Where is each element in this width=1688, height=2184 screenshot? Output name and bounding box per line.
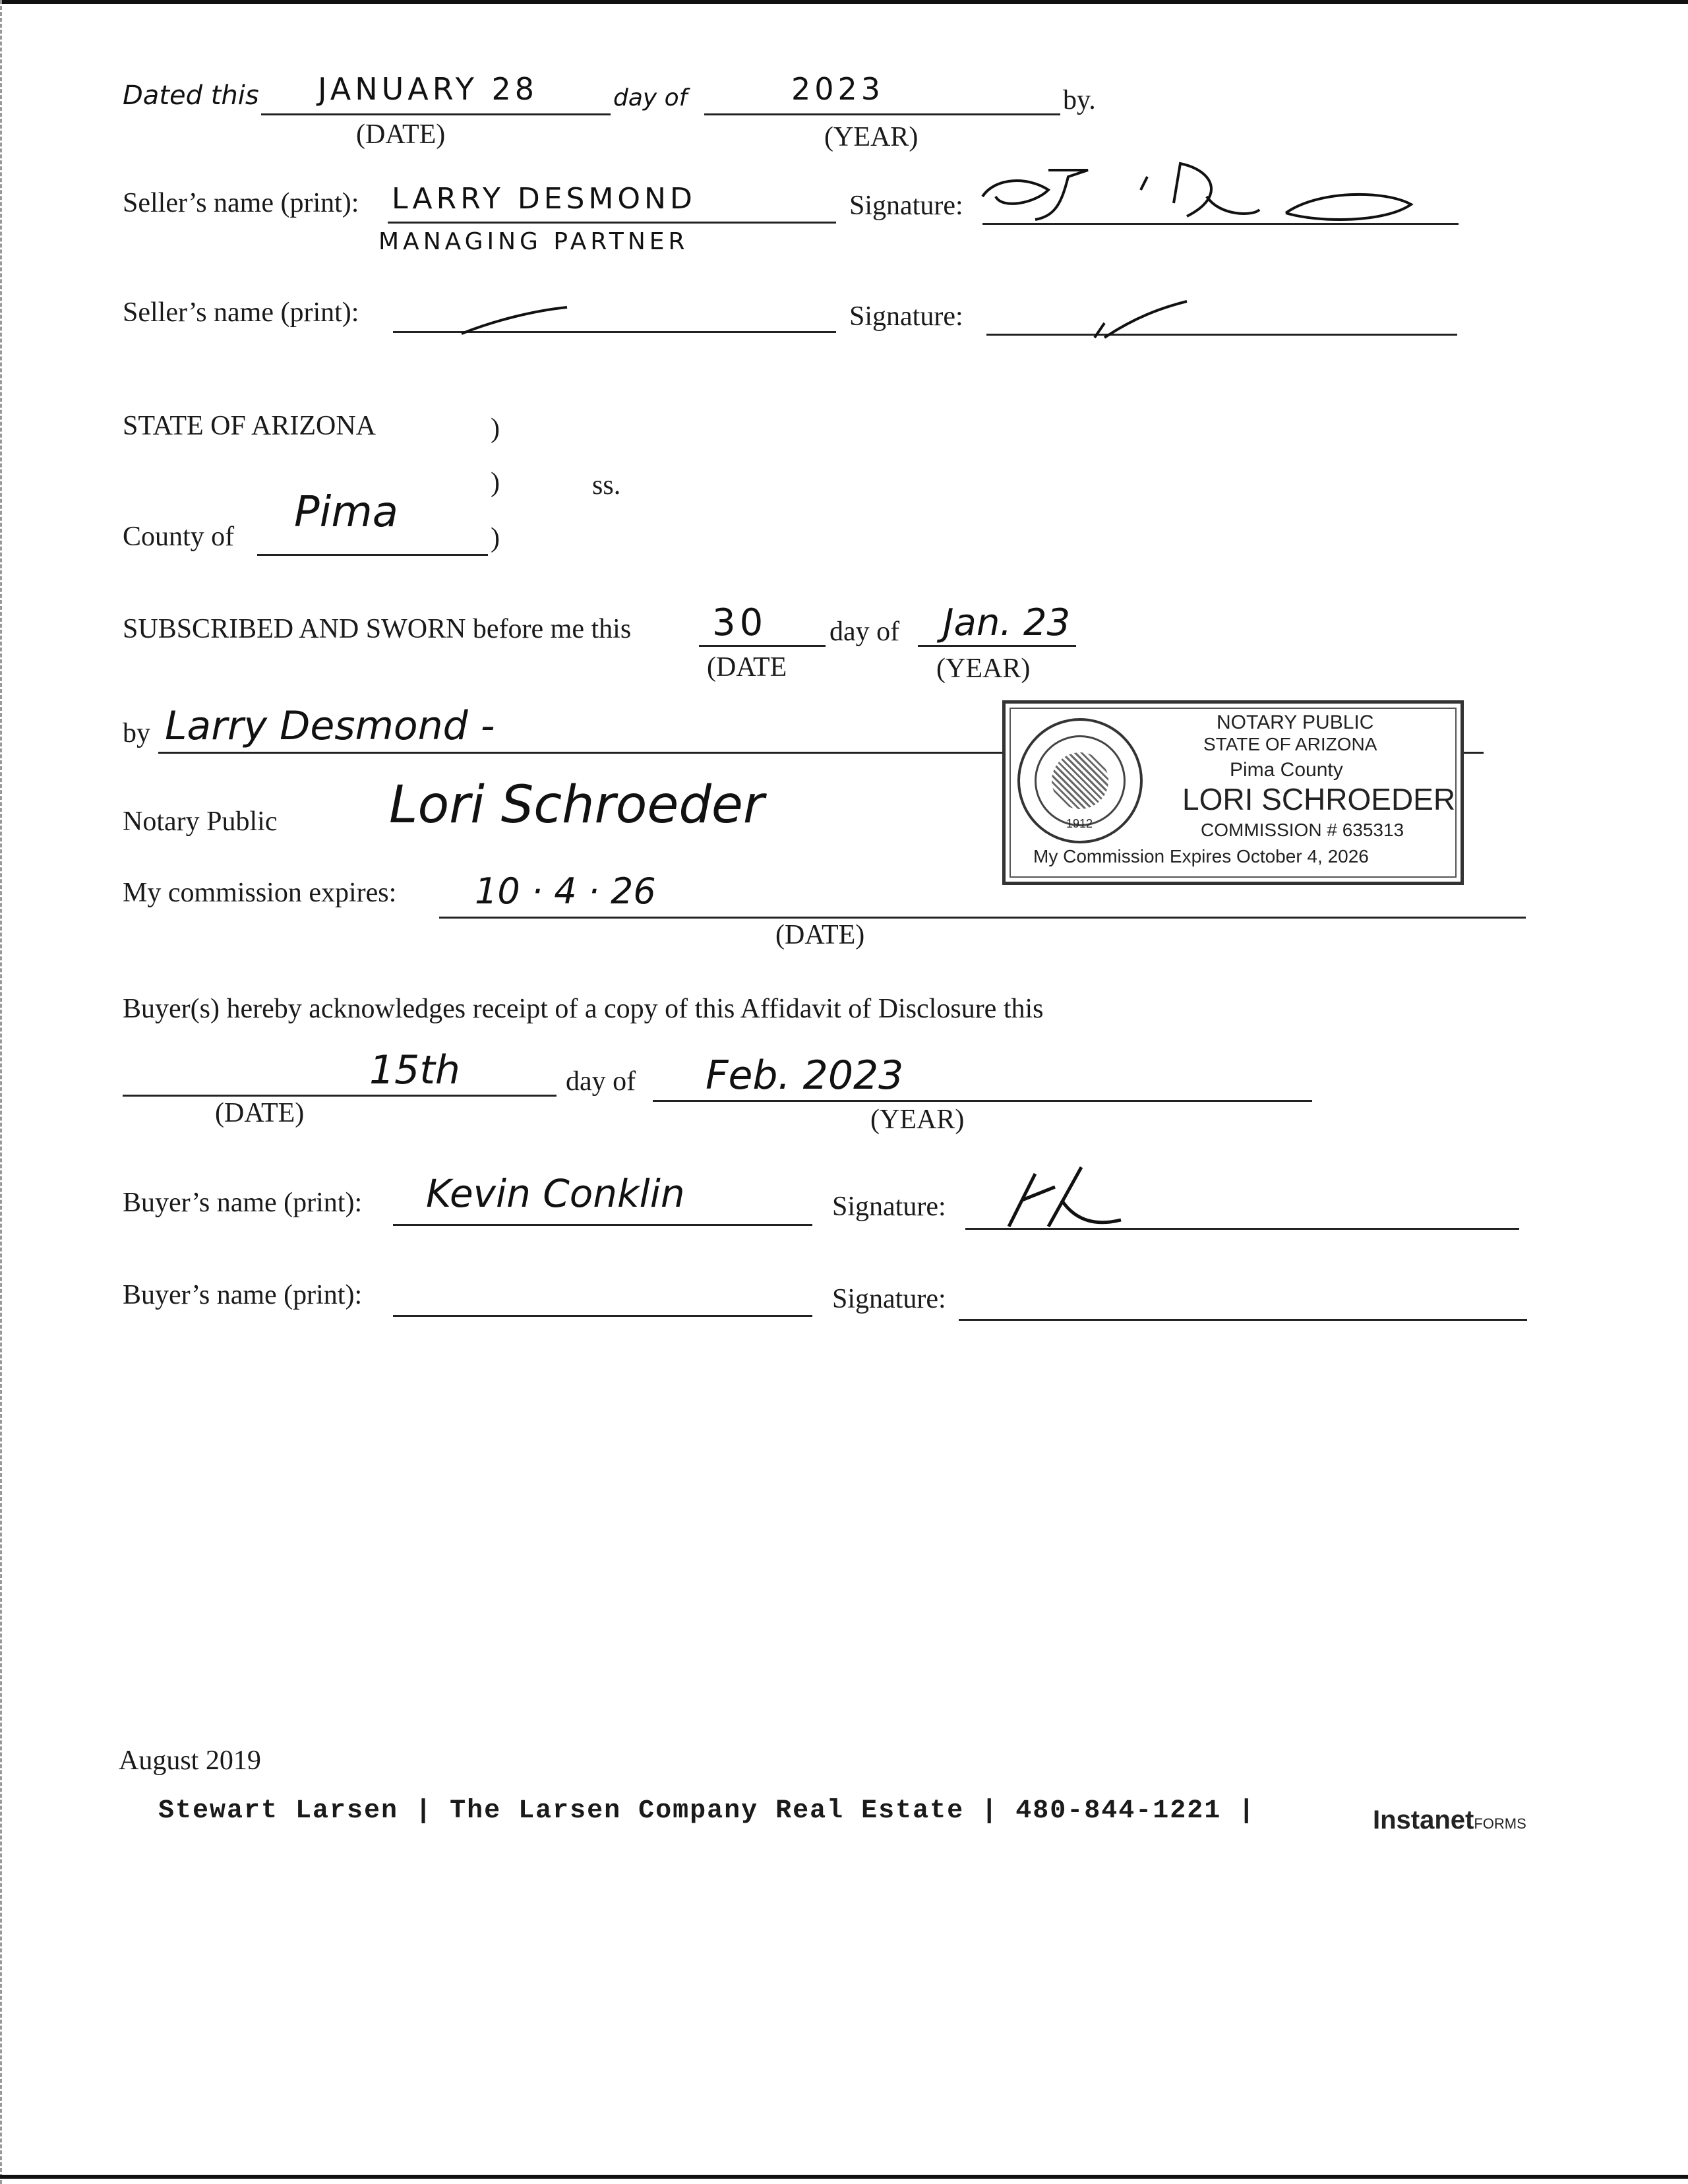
buyer-middle: day of: [566, 1066, 636, 1097]
buyer-year-line: [653, 1100, 1312, 1102]
sworn-date-line: [699, 645, 826, 647]
seller1-name-value: LARRY DESMOND: [392, 182, 696, 216]
sworn-year-value: Jan. 23: [943, 601, 1071, 644]
seller2-signature-label: Signature:: [849, 301, 963, 332]
seller1-title-value: MANAGING PARTNER: [378, 228, 689, 255]
stamp-line4: LORI SCHROEDER: [1182, 782, 1456, 816]
buyer-date-line: [123, 1095, 557, 1097]
sworn-year-caption: (YEAR): [936, 653, 1031, 684]
buyer1-name-value: Kevin Conklin: [426, 1171, 685, 1216]
stamp-line1: NOTARY PUBLIC: [1217, 712, 1374, 733]
dated-suffix: by.: [1063, 85, 1096, 115]
buyer2-signature-line: [959, 1319, 1527, 1321]
expires-caption: (DATE): [775, 920, 865, 950]
county-paren: ): [491, 523, 500, 553]
dated-prefix: Dated this: [123, 80, 259, 111]
dated-date-value: JANUARY 28: [318, 71, 539, 107]
footer-brand: [1373, 1805, 1526, 1835]
sworn-date-value: 30: [712, 601, 768, 644]
expires-label: My commission expires:: [123, 878, 397, 908]
buyer2-name-line: [393, 1315, 812, 1317]
page-top-edge: [0, 0, 1688, 4]
by-label: by: [123, 718, 150, 748]
dated-year-value: 2023: [791, 71, 885, 107]
buyer1-name-line: [393, 1224, 812, 1226]
footer-agent: Stewart Larsen | The Larsen Company Real Estate | 480-844-1221 |: [158, 1796, 1256, 1826]
page-left-edge: [0, 0, 2, 2184]
seller1-signature-label: Signature:: [849, 191, 963, 221]
notary-public-label: Notary Public: [123, 806, 278, 837]
expires-line: [439, 917, 1526, 919]
county-value: Pima: [294, 488, 398, 537]
dated-date-caption: (DATE): [356, 119, 446, 150]
sworn-date-caption: (DATE: [707, 652, 787, 682]
stamp-line6: My Commission Expires October 4, 2026: [1033, 846, 1369, 866]
footer-brand-main: Instanet: [1373, 1805, 1474, 1835]
page-bottom-edge: [0, 2175, 1688, 2179]
expires-value: 10 · 4 · 26: [475, 870, 656, 912]
buyer-ack: Buyer(s) hereby acknowledges receipt of a copy of this Affidavit of Disclosure this: [123, 994, 1044, 1024]
by-value: Larry Desmond -: [165, 703, 495, 749]
buyer2-signature-label: Signature:: [832, 1284, 946, 1314]
seller2-signature-line: [986, 334, 1457, 336]
county-line: [257, 554, 488, 556]
buyer-date-caption: (DATE): [215, 1098, 305, 1128]
stamp-line5: COMMISSION # 635313: [1201, 820, 1404, 840]
seller2-label: Seller’s name (print):: [123, 297, 359, 328]
dated-middle: day of: [613, 84, 688, 111]
buyer-year-caption: (YEAR): [870, 1105, 965, 1135]
buyer1-signature-label: Signature:: [832, 1192, 946, 1222]
seller1-name-line: [388, 222, 836, 224]
seller2-name-strike: [455, 301, 574, 340]
buyer-date-value: 15th: [369, 1047, 460, 1093]
buyer1-signature-scribble: [996, 1161, 1128, 1233]
dated-year-caption: (YEAR): [824, 122, 919, 152]
stamp-line3: Pima County: [1230, 759, 1343, 781]
buyer-year-value: Feb. 2023: [706, 1052, 904, 1099]
notary-public-signature: Lori Schroeder: [389, 775, 764, 835]
stamp-line2: STATE OF ARIZONA: [1203, 734, 1377, 754]
state-label: STATE OF ARIZONA: [123, 411, 376, 441]
buyer1-label: Buyer’s name (print):: [123, 1188, 363, 1218]
notary-seal-core: [1052, 752, 1108, 809]
seller1-signature-scribble: [976, 150, 1424, 229]
dated-date-line: [261, 113, 611, 115]
notary-stamp: [1002, 700, 1464, 885]
sworn-year-line: [918, 645, 1076, 647]
sworn-prefix: SUBSCRIBED AND SWORN before me this: [123, 614, 632, 644]
ss-paren: ): [491, 468, 500, 498]
buyer2-label: Buyer’s name (print):: [123, 1280, 363, 1310]
seller2-signature-check: [1088, 298, 1193, 344]
footer-brand-sub: FORMS: [1474, 1815, 1526, 1832]
seller1-label: Seller’s name (print):: [123, 188, 359, 218]
ss-label: ss.: [592, 470, 621, 501]
county-label: County of: [123, 522, 235, 552]
dated-year-line: [704, 113, 1060, 115]
state-paren: ): [491, 413, 500, 444]
notary-seal-year: 1912: [1066, 817, 1093, 830]
notary-seal: [1017, 718, 1143, 843]
sworn-middle: day of: [829, 617, 900, 647]
footer-date: August 2019: [119, 1745, 261, 1776]
